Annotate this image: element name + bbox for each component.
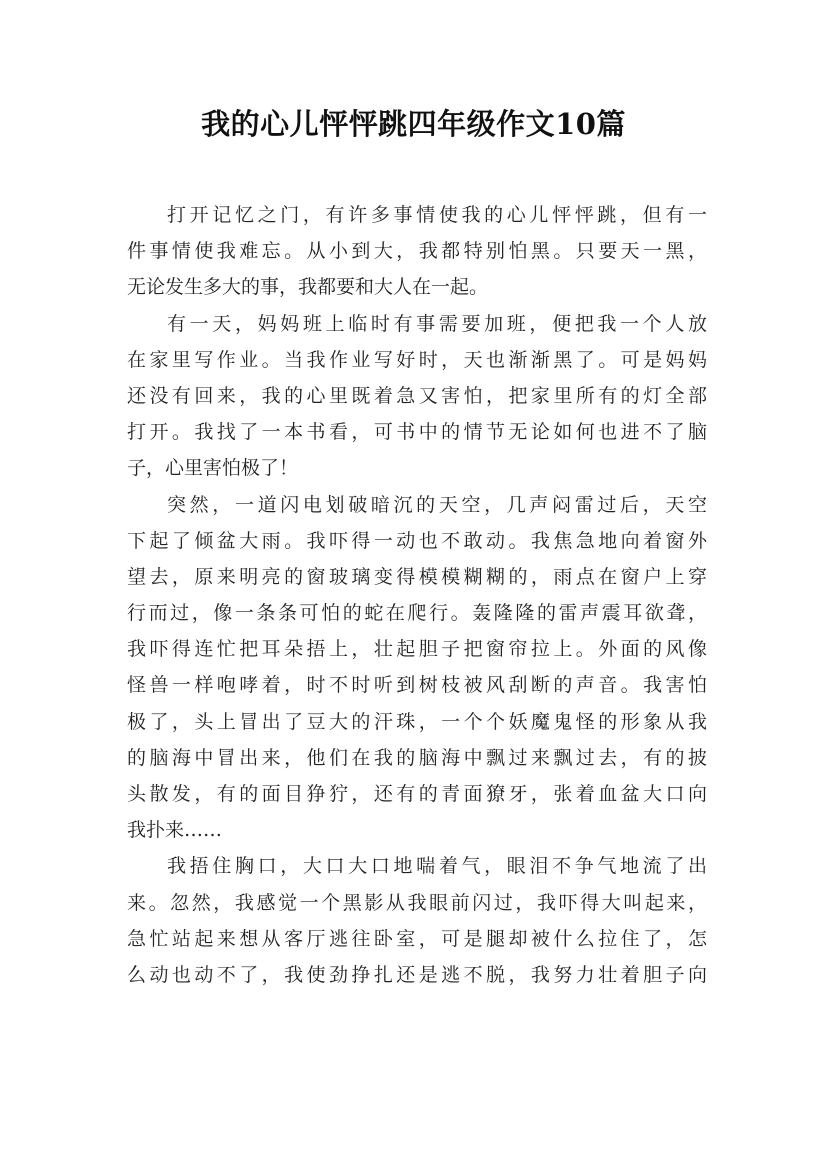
text-line: 么动也动不了，我使劲挣扎还是逃不脱，我努力壮着胆子向 [127,963,707,986]
text-line: 子，心里害怕极了！ [127,457,299,480]
text-line: 突然，一道闪电划破暗沉的天空，几声闷雷过后，天空 [167,493,707,516]
text-line: 打开。我找了一本书看，可书中的情节无论如何也进不了脑 [127,421,707,444]
text-line: 我扑来…… [127,819,223,842]
text-line: 来。忽然，我感觉一个黑影从我眼前闪过，我吓得大叫起来， [127,891,707,914]
text-line: 我捂住胸口，大口大口地喘着气，眼泪不争气地流了出 [167,855,707,878]
text-line: 望去，原来明亮的窗玻璃变得模模糊糊的，雨点在窗户上穿 [127,565,707,588]
text-line: 无论发生多大的事，我都要和大人在一起。 [127,276,489,299]
text-line: 件事情使我难忘。从小到大，我都特别怕黑。只要天一黑， [127,240,707,263]
text-line: 还没有回来，我的心里既着急又害怕，把家里所有的灯全部 [127,384,707,407]
text-line: 极了，头上冒出了豆大的汗珠，一个个妖魔鬼怪的形象从我 [127,710,707,733]
text-line: 的脑海中冒出来，他们在我的脑海中飘过来飘过去，有的披 [127,746,707,769]
text-line: 头散发，有的面目狰狞，还有的青面獠牙，张着血盆大口向 [127,783,707,805]
text-line: 打开记忆之门，有许多事情使我的心儿怦怦跳，但有一 [167,204,707,226]
text-line: 下起了倾盆大雨。我吓得一动也不敢动。我焦急地向着窗外 [127,529,707,552]
text-line: 怪兽一样咆哮着，时不时听到树枝被风刮断的声音。我害怕 [127,674,707,697]
document-title: 我的心儿怦怦跳四年级作文10篇 [201,107,626,141]
text-line: 有一天，妈妈班上临时有事需要加班，便把我一个人放 [167,312,707,335]
text-line: 行而过，像一条条可怕的蛇在爬行。轰隆隆的雷声震耳欲聋， [127,602,707,625]
text-line: 我吓得连忙把耳朵捂上，壮起胆子把窗帘拉上。外面的风像 [127,638,707,661]
text-line: 在家里写作业。当我作业写好时，天也渐渐黑了。可是妈妈 [127,348,707,371]
document-body [127,197,707,993]
text-line: 急忙站起来想从客厅逃往卧室，可是腿却被什么拉住了，怎 [127,927,707,950]
